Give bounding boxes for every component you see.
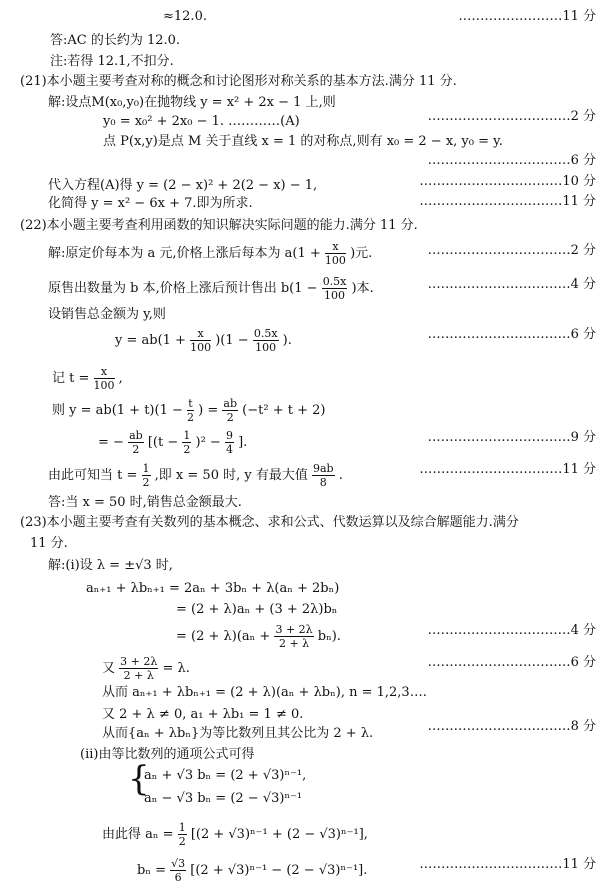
- p23-part-i: 解:(i)设 λ = ±√3 时,: [48, 558, 173, 573]
- score-6: ……………………………6 分: [427, 655, 596, 670]
- approx-result: ≈12.0.: [163, 9, 207, 24]
- p22-let-y: 设销售总金额为 y,则: [48, 307, 166, 322]
- problem-23-points: 11 分.: [30, 536, 68, 551]
- problem-22-heading: (22)本小题主要考查利用函数的知识解决实际问题的能力.满分 11 分.: [20, 218, 418, 233]
- score-2: ……………………………2 分: [427, 243, 596, 258]
- note-line: 注:若得 12.1,不扣分.: [50, 54, 174, 69]
- problem-21-heading: (21)本小题主要考查对称的概念和讨论图形对称关系的基本方法.满分 11 分.: [20, 74, 457, 89]
- score-9: ……………………………9 分: [427, 430, 596, 445]
- p22-answer: 答:当 x = 50 时,销售总金额最大.: [48, 495, 242, 510]
- p23-recurrence-3: = (2 + λ)(aₙ + $\frac{3 + 2\lambda}{2 + \lambda}$ bₙ).: [176, 623, 341, 650]
- p22-y-in-t: 则 y = ab(1 + t)(1 − $\frac{t}{2}$ ) = $\frac{ab}{2}$ (−t² + t + 2): [52, 397, 326, 424]
- p23-lambda-equation: 又 $\frac{3 + 2\lambda}{2 + \lambda}$ = λ.: [102, 655, 190, 682]
- score-4: ……………………………4 分: [427, 623, 596, 638]
- p23-geometric-relation: 从而 aₙ₊₁ + λbₙ₊₁ = (2 + λ)(aₙ + λbₙ), n = 1,2,3….: [102, 685, 427, 700]
- p23-part-ii: (ii)由等比数列的通项公式可得: [80, 747, 255, 762]
- p23-recurrence-2: = (2 + λ)aₙ + (3 + 2λ)bₙ: [176, 602, 338, 617]
- p21-simplify: 化简得 y = x² − 6x + 7.即为所求.: [48, 196, 253, 211]
- fraction-x-100: $\frac{x}{100}$: [324, 240, 346, 267]
- p22-y-formula: y = ab(1 + $\frac{x}{100}$ )(1 − $\frac{0.5x}{100}$ ).: [115, 327, 292, 354]
- p21-symmetric-point: 点 P(x,y)是点 M 关于直线 x = 1 的对称点,则有 x₀ = 2 − x, y₀ = y.: [103, 134, 503, 149]
- p21-substitute: 代入方程(A)得 y = (2 − x)² + 2(2 − x) − 1,: [48, 178, 318, 193]
- p23-an-formula: 由此得 aₙ = $\frac{1}{2}$ [(2 + √3)ⁿ⁻¹ + (2 − √3)ⁿ⁻¹],: [102, 821, 368, 848]
- system-brace: {: [128, 759, 150, 799]
- score-4: ……………………………4 分: [427, 277, 596, 292]
- p22-max-value: 由此可知当 t = $\frac{1}{2}$ ,即 x = 50 时, y 有最大值 $\frac{9ab}{8}$ .: [48, 462, 343, 489]
- score-11: ……………………………11 分: [419, 857, 596, 872]
- p21-setup: 解:设点M(x₀,y₀)在抛物线 y = x² + 2x − 1 上,则: [48, 95, 336, 110]
- score-11: ……………………………11 分: [419, 462, 596, 477]
- p23-system-eq-2: aₙ − √3 bₙ = (2 − √3)ⁿ⁻¹: [144, 791, 303, 806]
- score-11: ……………………………11 分: [419, 194, 596, 209]
- score-11: ……………………11 分: [458, 9, 596, 24]
- p22-completed-square: = − $\frac{ab}{2}$ [(t − $\frac{1}{2}$ )² − $\frac{9}{4}$ ].: [98, 429, 248, 456]
- p21-eq-a: y₀ = x₀² + 2x₀ − 1. …………(A): [103, 114, 300, 129]
- score-10: ……………………………10 分: [419, 174, 596, 189]
- p22-price-line: 解:原定价每本为 a 元,价格上涨后每本为 a(1 + $\frac{x}{100}$ )元.: [48, 240, 373, 267]
- score-6: ……………………………6 分: [427, 327, 596, 342]
- score-6: ……………………………6 分: [427, 153, 596, 168]
- p23-recurrence-1: aₙ₊₁ + λbₙ₊₁ = 2aₙ + 3bₙ + λ(aₙ + 2bₙ): [86, 581, 340, 596]
- p22-quantity-line: 原售出数量为 b 本,价格上涨后预计售出 b(1 − $\frac{0.5x}{100}$ )本.: [48, 275, 374, 302]
- p23-nonzero: 又 2 + λ ≠ 0, a₁ + λb₁ = 1 ≠ 0.: [102, 707, 304, 722]
- p22-define-t: 记 t = $\frac{x}{100}$ ,: [52, 365, 123, 392]
- score-8: ……………………………8 分: [427, 719, 596, 734]
- p23-geometric-conclusion: 从而{aₙ + λbₙ}为等比数列且其公比为 2 + λ.: [102, 726, 374, 741]
- p23-system-eq-1: aₙ + √3 bₙ = (2 + √3)ⁿ⁻¹,: [144, 768, 307, 783]
- problem-23-heading: (23)本小题主要考查有关数列的基本概念、求和公式、代数运算以及综合解题能力.满分: [20, 515, 519, 530]
- answer-line: 答:AC 的长约为 12.0.: [50, 33, 181, 48]
- p23-bn-formula: bₙ = $\frac{√3}{6}$ [(2 + √3)ⁿ⁻¹ − (2 − √3)ⁿ⁻¹].: [137, 857, 368, 884]
- score-2: ……………………………2 分: [427, 109, 596, 124]
- fraction-05x-100: $\frac{0.5x}{100}$: [322, 275, 347, 302]
